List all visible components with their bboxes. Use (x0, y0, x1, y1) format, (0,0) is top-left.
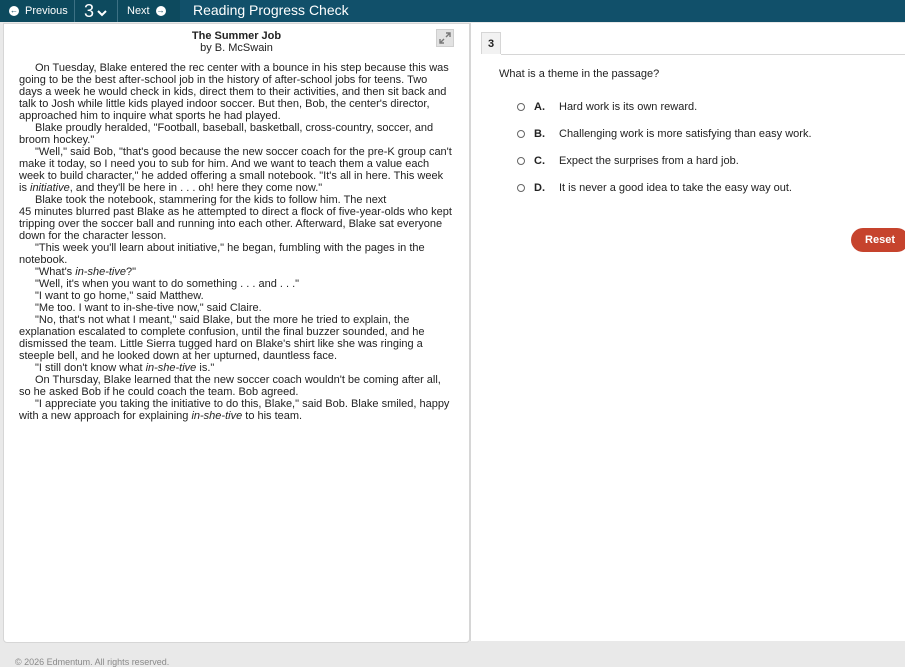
arrow-left-circle-icon: ← (10, 6, 18, 15)
top-toolbar (0, 0, 905, 22)
passage-paragraph: Blake took the notebook, stammering for the kids to follow him. The next (35, 194, 387, 206)
question-text: What is a theme in the passage? (499, 68, 660, 80)
tab-divider (501, 54, 905, 55)
chevron-down-icon (97, 9, 107, 17)
radio-button[interactable] (517, 130, 525, 138)
answer-choice-c[interactable] (517, 154, 739, 168)
passage-paragraph: "Me too. I want to in-she-tive now," said Claire. (35, 302, 262, 314)
question-number-dropdown[interactable] (84, 0, 107, 22)
toolbar-divider (117, 0, 118, 22)
radio-button[interactable] (517, 157, 525, 165)
question-tab[interactable]: 3 (481, 32, 501, 54)
passage-paragraph: On Tuesday, Blake entered the rec center with a bounce in his step because this was going to be the best after-school job in the history of after-school jobs for teens. Two days a week he would check in kids, direct them to their activities, and then sit back and talk to Josh while little kids played indoor soccer. But then, Bob, the center's director, approached him to inquire what sports he had played. (19, 62, 449, 122)
radio-button[interactable] (517, 103, 525, 111)
passage-paragraph: "I appreciate you taking the initiative to do this, Blake," said Bob. Blake smiled, happy with a new approach for explaining in-she-tive to his team. (19, 398, 450, 422)
passage-paragraph: "Well, it's when you want to do something . . . and . . ." (35, 278, 300, 290)
reset-button[interactable]: Reset (851, 228, 905, 252)
answer-choice-a[interactable] (517, 100, 697, 114)
passage-paragraph: "I want to go home," said Matthew. (35, 290, 204, 302)
passage-paragraph: Blake proudly heralded, "Football, baseball, basketball, cross-country, soccer, and broom hockey." (19, 122, 434, 146)
answer-choice-b[interactable] (517, 127, 812, 141)
passage-panel (3, 23, 470, 643)
next-button[interactable] (127, 0, 166, 22)
radio-button[interactable] (517, 184, 525, 192)
copyright-footer: © 2026 Edmentum. All rights reserved. (15, 657, 170, 667)
previous-button[interactable] (9, 0, 68, 22)
passage-paragraph: On Thursday, Blake learned that the new soccer coach wouldn't be coming after all, so he asked Bob if he could coach the team. Bob agreed. (19, 374, 441, 398)
previous-label: Previous (25, 5, 68, 17)
passage-title: The Summer Job (191, 30, 282, 42)
choice-text: Expect the surprises from a hard job. (559, 155, 739, 167)
passage-paragraph: "What's in-she-tive?" (35, 266, 137, 278)
passage-paragraph: "No, that's not what I meant," said Blake, but the more he tried to explain, the explanation escalated to complete confusion, until the final buzzer sounded, and he dismissed the team. Little Sierra tugged hard on Blake's shirt like she was ringing a steeple bell, and he looked down at her upturned, dauntless face. (19, 314, 425, 362)
italic-term: in-she-tive (75, 266, 126, 278)
expand-button[interactable] (436, 29, 454, 47)
italic-term: in-she-tive (191, 410, 243, 422)
next-label: Next (127, 5, 150, 17)
passage-paragraph: "I still don't know what in-she-tive is." (35, 362, 215, 374)
passage-body (19, 62, 453, 422)
choice-letter: D. (534, 182, 545, 194)
passage-paragraph: "This week you'll learn about initiative," he began, fumbling with the pages in the notebook. (19, 242, 425, 266)
passage-paragraph: 45 minutes blurred past Blake as he attempted to direct a flock of five-year-olds who kept tripping over the soccer ball and running into each other. Afterward, Blake sat everyone down for the character lesson. (19, 206, 452, 242)
expand-icon (439, 32, 451, 44)
choice-text: Challenging work is more satisfying than easy work. (559, 128, 812, 140)
choice-letter: C. (534, 155, 545, 167)
question-number: 3 (84, 0, 95, 21)
italic-term: in-she-tive (145, 362, 197, 374)
passage-author: by B. McSwain (200, 42, 273, 54)
choice-letter: B. (534, 128, 545, 140)
arrow-right-circle-icon: → (156, 6, 165, 15)
passage-paragraph: "Well," said Bob, "that's good because the new soccer coach for the pre-K group can't make it today, so I need you to sub for him. And we want to teach them a value each week to build character," he added offering a small notebook. "It's all in here. This week is initiative, and they'll be here in . . . oh! here they come now." (19, 146, 452, 194)
answer-choice-d[interactable] (517, 181, 792, 195)
choice-text: It is never a good idea to take the easy way out. (559, 182, 792, 194)
italic-term: initiative (30, 182, 70, 194)
choice-text: Hard work is its own reward. (559, 101, 698, 113)
toolbar-divider (74, 0, 75, 22)
page-title: Reading Progress Check (193, 2, 349, 18)
question-panel (470, 23, 905, 641)
choice-letter: A. (534, 101, 545, 113)
